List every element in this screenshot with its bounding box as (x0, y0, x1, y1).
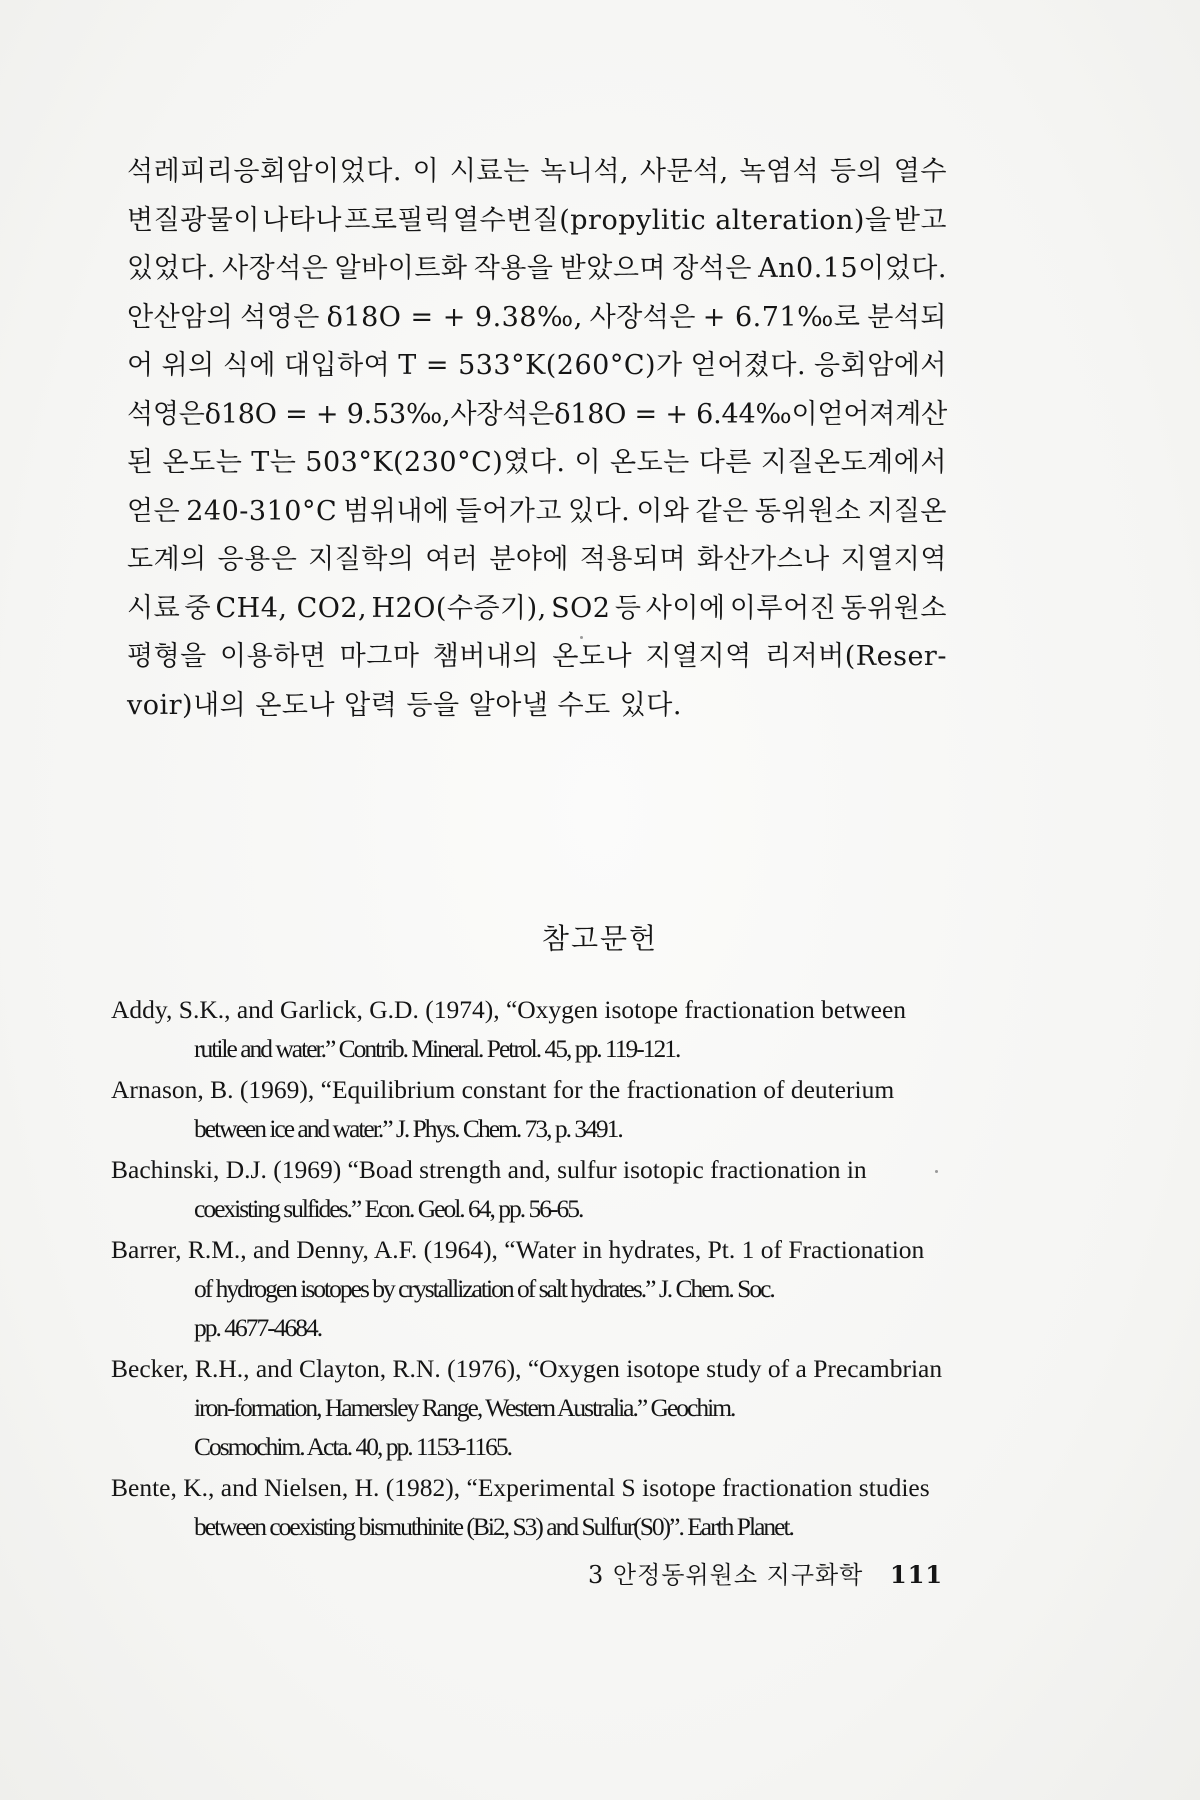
scan-speck (935, 1170, 938, 1173)
body-word: 여러 (425, 544, 479, 575)
reference-line: Cosmochim. Acta. 40, pp. 1153-1165. (194, 1432, 511, 1461)
body-word: 변질광물이 (127, 204, 260, 236)
body-word: 나타나 (262, 204, 342, 236)
body-word: 사이에 (645, 592, 726, 624)
body-word: 들어가고 (455, 495, 562, 527)
body-word: 사문석, (639, 156, 729, 187)
body-word: 온도는 (162, 447, 243, 478)
reference-line: between ice and water.” J. Phys. Chem. 73, p. 3491. (194, 1114, 622, 1143)
body-word: 지열지역 (645, 641, 752, 672)
body-word: 시료 (127, 592, 181, 624)
body-line (127, 391, 947, 440)
body-word: 얻어져 (817, 398, 896, 430)
reference-line: Barrer, R.M., and Denny, A.F. (1964), “Water in hydrates, Pt. 1 of Fractionation (111, 1235, 925, 1264)
body-word: 응용은 (217, 544, 298, 575)
body-word: 석레피리응회암이었다. (127, 156, 402, 187)
reference-line: rutile and water.” Contrib. Mineral. Petrol. 45, pp. 119-121. (194, 1034, 680, 1063)
reference-line: between coexisting bismuthinite (Bi2, S3) and Sulfur(S0)”. Earth Planet. (194, 1512, 793, 1541)
body-word: 범위내에 (343, 495, 450, 527)
body-word: 석영은 (240, 301, 320, 333)
body-word: 중 (184, 592, 212, 624)
body-word: 분야에 (489, 544, 569, 575)
body-word: 이용하면 (220, 641, 327, 672)
body-word: 있다. (568, 495, 631, 527)
body-word: 녹니석, (540, 156, 630, 187)
body-word: 적용되며 (579, 544, 687, 575)
body-word: 대입하여 (283, 350, 391, 381)
body-word: 시료는 (449, 156, 530, 187)
body-word: 등의 (829, 156, 884, 187)
page-number: 111 (890, 1560, 944, 1589)
body-word: 장석은 (672, 253, 752, 284)
body-word: 어 (127, 350, 154, 381)
body-word: 이루어진 (729, 592, 837, 624)
body-paragraphs (127, 148, 947, 730)
body-word: 사장석은 (450, 398, 555, 430)
body-word: 마그마 (339, 641, 420, 672)
scan-speck (580, 636, 583, 639)
body-word: 얻은 (127, 495, 181, 527)
references-list (111, 990, 951, 1548)
body-line (127, 536, 947, 585)
body-word: 열수변질(propylitic alteration)을 (452, 204, 892, 236)
page-footer (588, 1555, 943, 1590)
body-line (127, 245, 947, 294)
body-word: 지질온 (867, 495, 947, 527)
body-word: + 6.71‰로 (702, 301, 861, 333)
reference-entry (111, 1468, 951, 1546)
body-word: 얻어졌다. (690, 350, 807, 381)
reference-line: Becker, R.H., and Clayton, R.N. (1976), “Oxygen isotope study of a Precambrian (111, 1354, 943, 1383)
body-word: 동위원소 (840, 592, 947, 624)
body-word: 이 (574, 447, 602, 478)
body-word: 온도는 (610, 447, 690, 478)
body-word: 알바이트화 (334, 253, 468, 284)
body-word: 지질온도계에서 (760, 447, 947, 478)
reference-entry (111, 1070, 951, 1148)
body-word: 이 (412, 156, 440, 187)
reference-line: iron-formation, Hamersley Range, Western Australia.” Geochim. (194, 1393, 735, 1422)
body-word: An0.15이었다. (758, 253, 947, 284)
reference-line: coexisting sulfides.” Econ. Geol. 64, pp. 56-65. (194, 1194, 583, 1223)
body-word: 리저버(Reser- (765, 641, 947, 672)
body-word: 작용을 (473, 253, 554, 284)
body-word: T = 533°K(260°C)가 (398, 350, 683, 381)
body-word: 프로필릭 (344, 204, 451, 236)
body-word: 위의 (161, 350, 215, 381)
body-word: 평형을 (127, 641, 207, 672)
body-line (127, 148, 947, 197)
body-word: δ18O = + 6.44‰이 (554, 398, 818, 430)
body-word: 화산가스나 (696, 544, 830, 575)
body-word: 응회암에서 (814, 350, 947, 381)
body-line (127, 488, 947, 537)
reference-line: Addy, S.K., and Garlick, G.D. (1974), “Oxygen isotope fractionation between (111, 995, 907, 1024)
body-word: 열수 (893, 156, 947, 187)
body-line (127, 439, 947, 488)
body-word: SO2 (551, 592, 611, 624)
body-word: 온도나 (552, 641, 633, 672)
reference-line: Arnason, B. (1969), “Equilibrium constant for the fractionation of deuterium (111, 1075, 895, 1104)
body-word: 등 (614, 592, 642, 624)
body-line (127, 682, 947, 731)
reference-entry (111, 1349, 951, 1466)
body-word: δ18O = + 9.53‰, (204, 398, 451, 430)
body-line (127, 585, 947, 634)
body-word: 동위원소 (754, 495, 862, 527)
body-line (127, 342, 947, 391)
reference-line: Bente, K., and Nielsen, H. (1982), “Experimental S isotope fractionation studies (111, 1473, 930, 1502)
body-word: 받았으며 (559, 253, 666, 284)
body-word: voir)내의 온도나 압력 등을 알아낼 수도 있다. (127, 689, 682, 721)
body-word: 사장석은 (222, 253, 329, 284)
references-heading: 참고문헌 (541, 922, 659, 955)
body-word: 같은 (695, 495, 749, 527)
body-word: 받고 (893, 204, 947, 236)
body-word: 있었다. (127, 253, 216, 284)
body-line (127, 197, 947, 246)
body-word: 안산암의 (127, 301, 234, 333)
body-word: H2O(수증기), (371, 592, 547, 624)
footer-chapter-title: 3 안정동위원소 지구화학 (588, 1561, 864, 1589)
body-word: 계산 (895, 398, 947, 430)
reference-entry (111, 1150, 951, 1228)
body-word: 지열지역 (840, 544, 947, 575)
body-word: CH4, CO2, (215, 592, 368, 624)
body-line (127, 633, 947, 682)
body-word: 503°K(230°C)였다. (305, 447, 566, 478)
reference-line: pp. 4677-4684. (194, 1313, 322, 1342)
body-word: 240-310°C (186, 495, 338, 527)
reference-line: Bachinski, D.J. (1969) “Boad strength and, sulfur isotopic fractionation in (111, 1155, 867, 1184)
body-word: 챔버내의 (432, 641, 540, 672)
reference-line: of hydrogen isotopes by crystallization of salt hydrates.” J. Chem. Soc. (194, 1274, 774, 1303)
reference-entry (111, 1230, 951, 1347)
body-word: 된 (127, 447, 154, 478)
body-word: δ18O = + 9.38‰, (326, 301, 583, 333)
body-word: 사장석은 (589, 301, 696, 333)
body-word: 분석되 (867, 301, 947, 333)
body-word: 다른 (698, 447, 752, 478)
body-word: 도계의 (127, 544, 207, 575)
body-word: 녹염석 (739, 156, 820, 187)
body-word: 석영은 (127, 398, 205, 430)
body-word: 식에 (222, 350, 276, 381)
body-line (127, 294, 947, 343)
body-word: 지질학의 (308, 544, 415, 575)
reference-entry (111, 990, 951, 1068)
body-word: T는 (251, 447, 297, 478)
body-word: 이와 (636, 495, 690, 527)
